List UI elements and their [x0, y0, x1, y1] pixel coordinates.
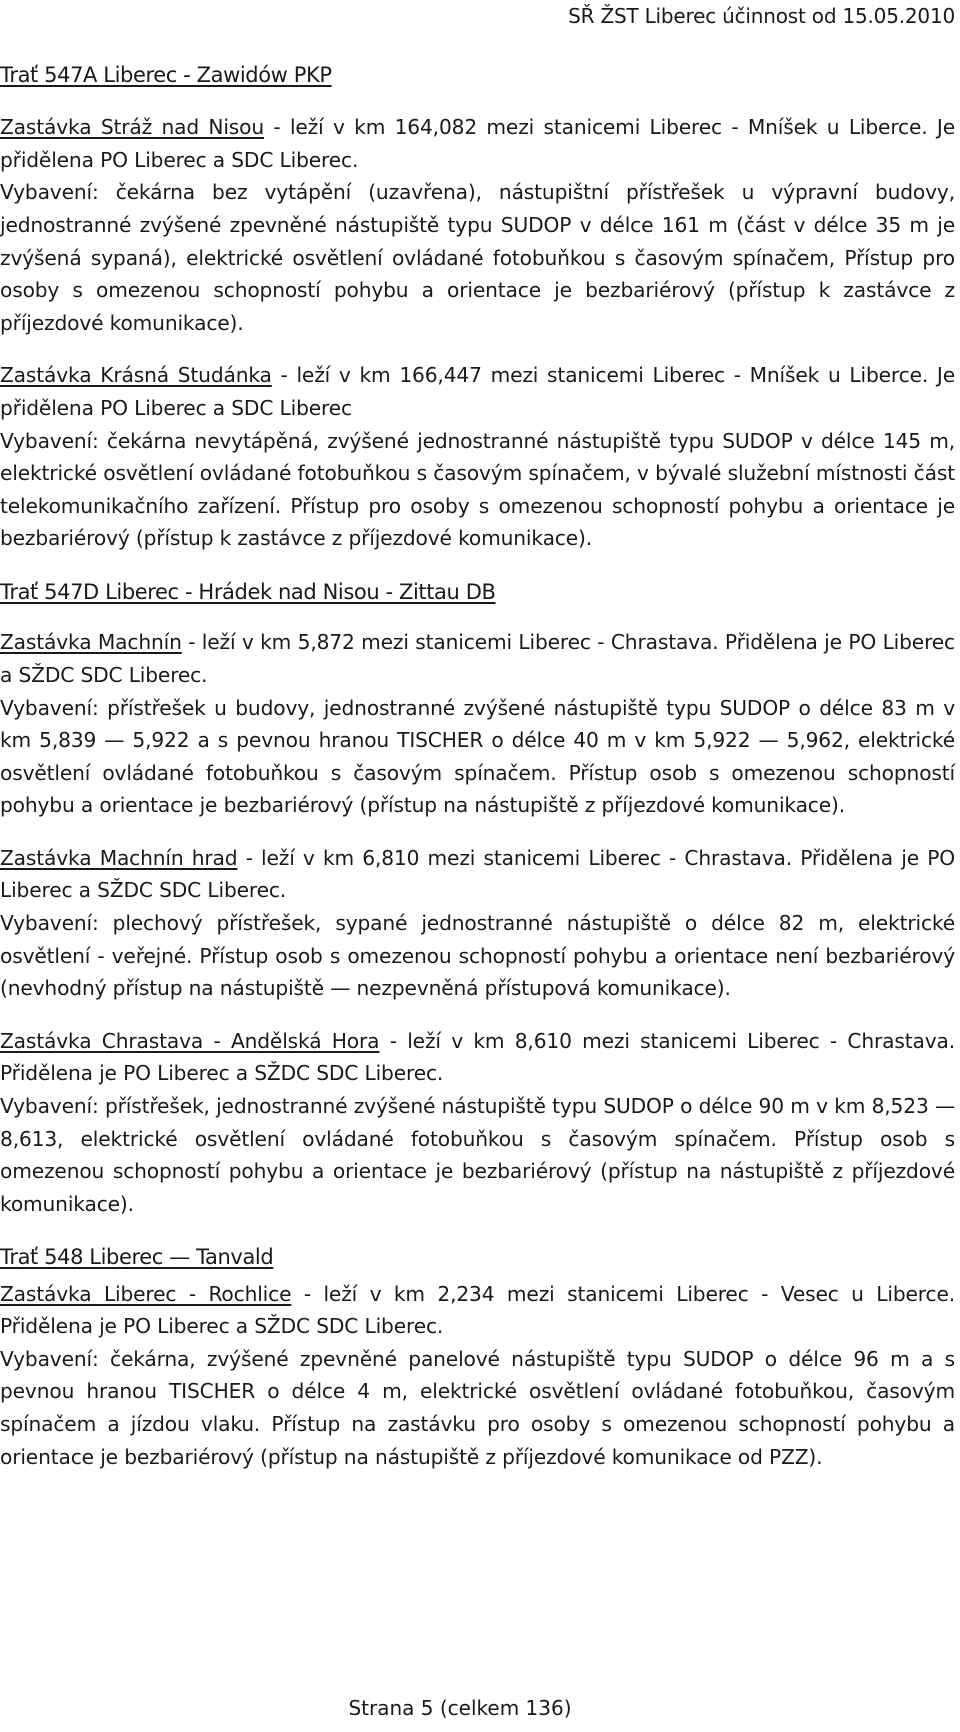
document-header: SŘ ŽST Liberec účinnost od 15.05.2010	[568, 4, 955, 28]
stop-location: Zastávka Machnín - leží v km 5,872 mezi stanicemi Liberec - Chrastava. Přidělena je PO Liberec a SŽDC SDC Liberec.	[0, 630, 955, 687]
stop-location: Zastávka Machnín hrad - leží v km 6,810 mezi stanicemi Liberec - Chrastava. Přidělena je PO Liberec a SŽDC SDC Liberec.	[0, 845, 955, 903]
stop-chrastava-andelska-hora	[0, 1025, 955, 1221]
stop-equipment: Vybavení: plechový přístřešek, sypané jednostranné nástupiště o délce 82 m, elektrické osvětlení - veřejné. Přístup osob s omezenou schopností pohybu a orientace není bezbariérový (nevhodný přístup na nástupiště — nezpevněná přístupová komunikace).	[0, 911, 955, 1001]
stop-equipment: Vybavení: čekárna, zvýšené zpevněné panelové nástupiště typu SUDOP o délce 96 m a s pevnou hranou TISCHER o délce 4 m, elektrické osvětlení ovládané fotobuňkou, časovým spínačem a jízdou vlaku. Přístup na zastávku pro osoby s omezenou schopností pohybu a orientace je bezbariérový (přístup na nástupiště z příjezdové komunikace od PZZ).	[0, 1346, 955, 1469]
section-title-547a: Trať 547A Liberec - Zawidów PKP	[0, 63, 332, 87]
stop-equipment: Vybavení: čekárna nevytápěná, zvýšené jednostranné nástupiště typu SUDOP v délce 145 m, elektrické osvětlení ovládané fotobuňkou s časovým spínačem, v bývalé služební místnosti část telekomunikačního zařízení. Přístup pro osoby s omezenou schopností pohybu a orientace je bezbariérový (přístup k zastávce z příjezdové komunikace).	[0, 428, 955, 551]
stop-equipment: Vybavení: přístřešek u budovy, jednostranné zvýšené nástupiště typu SUDOP o délce 83 m v km 5,839 — 5,922 a s pevnou hranou TISCHER o délce 40 m v km 5,922 — 5,962, elektrické osvětlení ovládané fotobuňkou s časovým spínačem. Přístup osob s omezenou schopností pohybu a orientace je bezbariérový (přístup na nástupiště z příjezdové komunikace).	[0, 695, 955, 818]
stop-location: Zastávka Stráž nad Nisou - leží v km 164,082 mezi stanicemi Liberec - Mníšek u Liberce. Je přidělena PO Liberec a SDC Liberec.	[0, 115, 955, 172]
stop-name: Zastávka Chrastava - Andělská Hora	[0, 1028, 380, 1053]
stop-name: Zastávka Machnín hrad	[0, 845, 238, 870]
stop-krasna-studanka	[0, 359, 955, 555]
section-title-548: Trať 548 Liberec — Tanvald	[0, 1245, 274, 1270]
stop-location: Zastávka Krásná Studánka - leží v km 166,447 mezi stanicemi Liberec - Mníšek u Liberce. Je přidělena PO Liberec a SDC Liberec	[0, 363, 955, 421]
stop-equipment: Vybavení: čekárna bez vytápění (uzavřena), nástupištní přístřešek u výpravní budovy, jednostranné zvýšené zpevněné nástupiště typu SUDOP v délce 161 m (část v délce 35 m je zvýšená sypaná), elektrické osvětlení ovládané fotobuňkou s časovým spínačem, Přístup pro osoby s omezenou schopností pohybu a orientace je bezbariérový (přístup k zastávce z příjezdové komunikace).	[0, 180, 955, 335]
stop-name: Zastávka Liberec - Rochlice	[0, 1281, 292, 1306]
stop-liberec-rochlice	[0, 1278, 955, 1474]
stop-location: Zastávka Chrastava - Andělská Hora - leží v km 8,610 mezi stanicemi Liberec - Chrastava. Přidělena je PO Liberec a SŽDC SDC Liberec.	[0, 1028, 955, 1086]
stop-machnin	[0, 626, 955, 822]
page-number	[0, 1696, 960, 1720]
stop-equipment: Vybavení: přístřešek, jednostranné zvýšené nástupiště typu SUDOP o délce 90 m v km 8,523 — 8,613, elektrické osvětlení ovládané fotobuňkou s časovým spínačem. Přístup osob s omezenou schopností pohybu a orientace je bezbariérový (přístup na nástupiště z příjezdové komunikace).	[0, 1094, 955, 1216]
stop-machnin-hrad	[0, 842, 955, 1005]
stop-name: Zastávka Stráž nad Nisou	[0, 115, 265, 140]
page-number-text: Strana 5 (celkem 136)	[348, 1696, 572, 1720]
stop-location: Zastávka Liberec - Rochlice - leží v km 2,234 mezi stanicemi Liberec - Vesec u Liberce. Přidělena je PO Liberec a SŽDC SDC Liberec.	[0, 1281, 955, 1339]
stop-name: Zastávka Krásná Studánka	[0, 363, 272, 388]
stop-straz-nad-nisou	[0, 111, 955, 339]
section-title-547d: Trať 547D Liberec - Hrádek nad Nisou - Zittau DB	[0, 580, 496, 605]
stop-name: Zastávka Machnín	[0, 630, 182, 655]
document-body	[0, 62, 955, 1473]
